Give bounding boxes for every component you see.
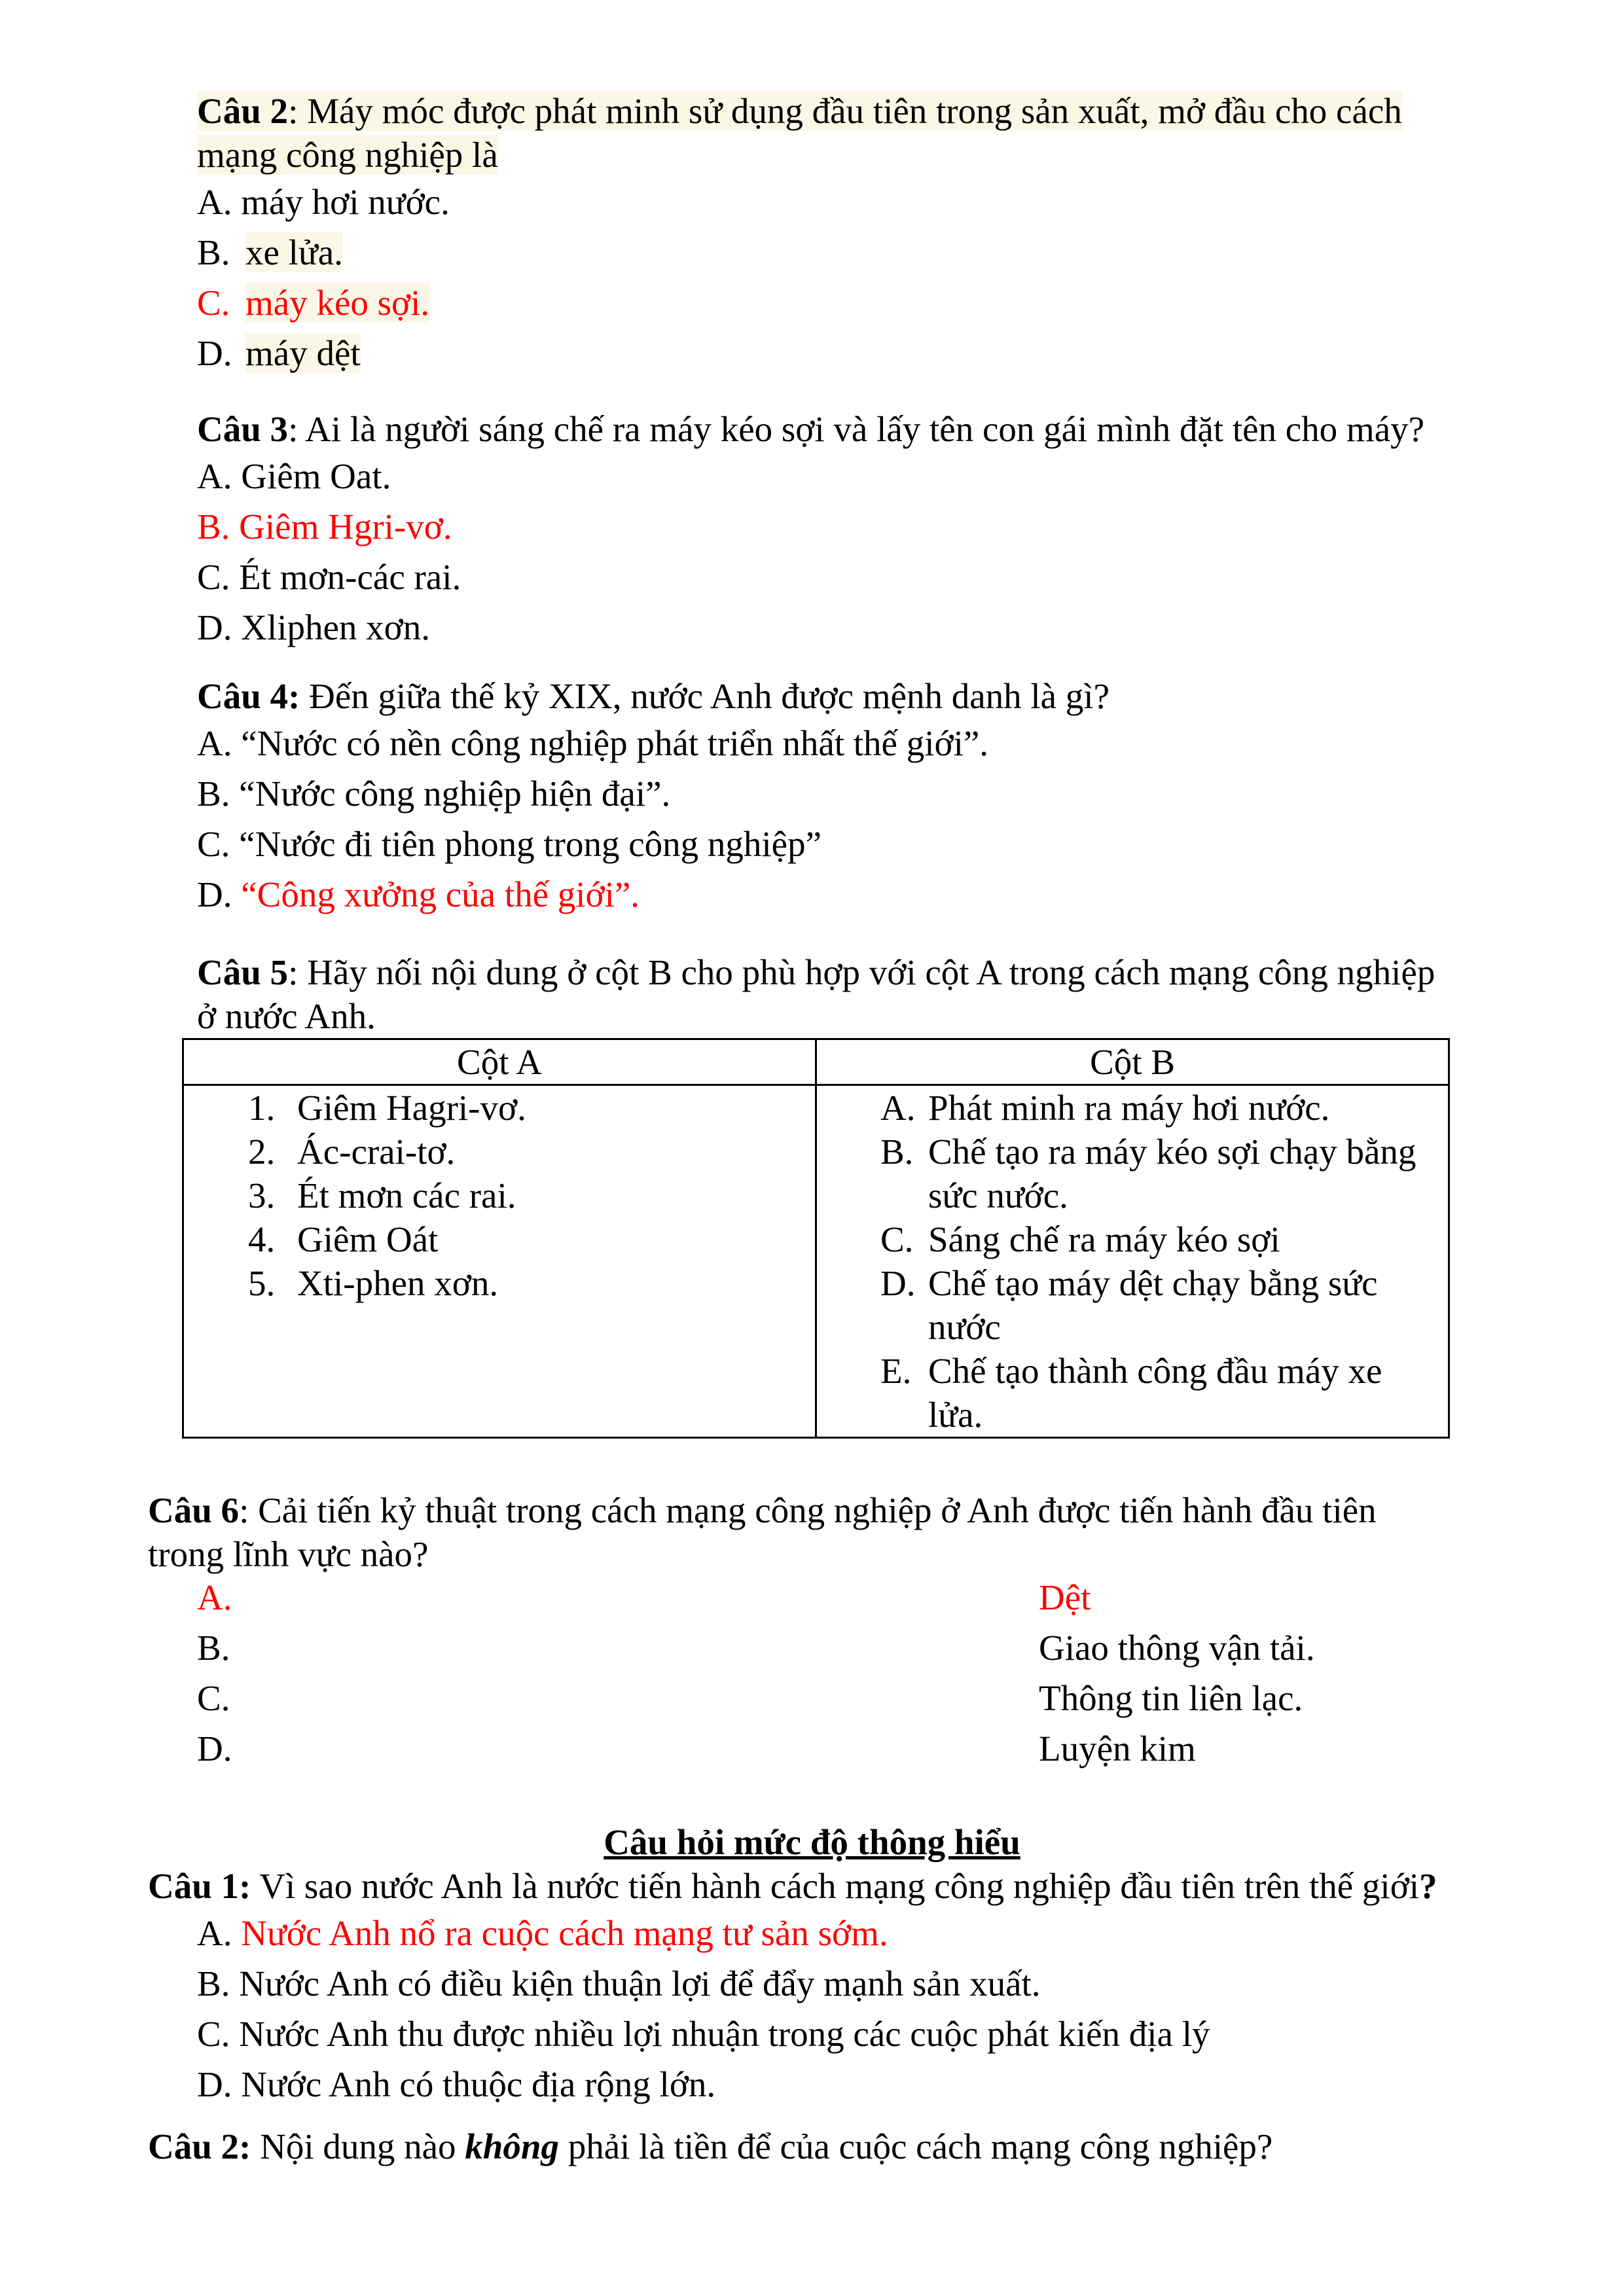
question-3: Câu 3: Ai là người sáng chế ra máy kéo sợi và lấy tên con gái mình đặt tên cho máy? A. Giêm Oat. B. Giêm Hgri-vơ. C. Ét mơn-các rai. D. Xliphen xơn. [197, 407, 1424, 653]
column-b-item: C. Sáng chế ra máy kéo sợi [880, 1219, 1280, 1259]
column-b-item: B. Chế tạo ra máy kéo sợi chạy bằng sức nước. [880, 1132, 1416, 1215]
section-heading: Câu hỏi mức độ thông hiểu [604, 1822, 1020, 1862]
column-b-header: Cột B [816, 1039, 1449, 1085]
question-3-option-b: B. Giêm Hgri-vơ. [197, 507, 452, 547]
question-6-label: Câu 6 [148, 1490, 240, 1530]
question-4-option-d: D. “Công xưởng của thế giới”. [197, 874, 640, 914]
question-6-option-a-text: Dệt [1039, 1577, 1091, 1617]
column-a-item: 2. Ác-crai-tơ. [248, 1132, 456, 1172]
question-4-option-b: B. “Nước công nghiệp hiện đại”. [197, 774, 671, 814]
question-6-option-c-key: C. [197, 1678, 230, 1718]
question-5-label: Câu 5 [197, 952, 289, 992]
question-6-line2: trong lĩnh vực nào? [148, 1534, 429, 1574]
column-a-item: 5. Xti-phen xơn. [248, 1263, 499, 1303]
column-b-list [817, 1086, 1448, 1437]
question-2-option-b: B. xe lửa. [197, 232, 343, 272]
question-6-option-d-key: D. [197, 1729, 232, 1768]
section-2-question-1-option-a: A. Nước Anh nổ ra cuộc cách mạng tư sản sớm. [197, 1913, 888, 1953]
section-2-question-2-label: Câu 2: [148, 2126, 251, 2166]
column-a-item: 1. Giêm Hagri-vơ. [248, 1088, 526, 1128]
emphasis-khong: không [465, 2126, 559, 2166]
matching-table [182, 1038, 1450, 1439]
question-2-line2: mạng công nghiệp là [197, 135, 498, 175]
column-a-item: 4. Giêm Oát [248, 1219, 439, 1259]
section-2-question-1: Câu 1: Vì sao nước Anh là nước tiến hành cách mạng công nghiệp đầu tiên trên thế giới? [148, 1866, 1437, 1906]
section-2-question-2: Câu 2: Nội dung nào không phải là tiền để của cuộc cách mạng công nghiệp? [148, 2126, 1273, 2166]
question-6-option-a-key: A. [197, 1577, 232, 1617]
question-2-label: Câu 2 [197, 91, 289, 131]
question-4: Câu 4: Đến giữa thế kỷ XIX, nước Anh được mệnh danh là gì? A. “Nước có nền công nghiệp phát triển nhất thế giới”. B. “Nước công nghiệp hiện đại”. C. “Nước đi tiên phong trong công nghiệp” D. “Công xưởng của thế giới”. [197, 674, 1110, 920]
section-2-question-1-option-b: B. Nước Anh có điều kiện thuận lợi để đẩy mạnh sản xuất. [197, 1964, 1041, 2003]
section-2-question-1-option-d: D. Nước Anh có thuộc địa rộng lớn. [197, 2064, 716, 2104]
column-b-cell [816, 1085, 1449, 1438]
section-2-question-1-option-c: C. Nước Anh thu được nhiều lợi nhuận trong các cuộc phát kiến địa lý [197, 2014, 1210, 2054]
column-a-item: 3. Ét mơn các rai. [248, 1175, 516, 1215]
question-2-option-c: C. máy kéo sợi. [197, 283, 430, 323]
question-2-option-d: D. máy dệt [197, 333, 361, 373]
column-b-item: A. Phát minh ra máy hơi nước. [880, 1088, 1330, 1128]
question-6-option-b-key: B. [197, 1628, 230, 1668]
column-a-header: Cột A [183, 1039, 816, 1085]
column-b-item: E. Chế tạo thành công đầu máy xe lửa. [880, 1351, 1382, 1435]
section-2-question-1-options [197, 1908, 1210, 2109]
question-6-option-d-text: Luyện kim [1039, 1729, 1196, 1768]
column-a-list [184, 1086, 815, 1305]
column-a-cell [183, 1085, 816, 1438]
question-2-option-a: A. máy hơi nước. [197, 182, 450, 222]
question-6-option-b-text: Giao thông vận tải. [1039, 1628, 1315, 1668]
question-6: Câu 6: Cải tiến kỷ thuật trong cách mạng công nghiệp ở Anh được tiến hành đầu tiên trong lĩnh vực nào? [148, 1488, 1377, 1576]
column-b-item: D. Chế tạo máy dệt chạy bằng sức nước [880, 1263, 1378, 1347]
question-2 [197, 89, 1402, 378]
question-5: Câu 5: Hãy nối nội dung ở cột B cho phù hợp với cột A trong cách mạng công nghiệp ở nước Anh. [197, 950, 1435, 1038]
question-3-label: Câu 3 [197, 409, 289, 449]
question-5-line2: ở nước Anh. [197, 996, 376, 1036]
question-4-option-c: C. “Nước đi tiên phong trong công nghiệp” [197, 824, 821, 864]
question-4-label: Câu 4: [197, 676, 300, 716]
question-3-option-c: C. Ét mơn-các rai. [197, 557, 461, 597]
question-3-option-a: A. Giêm Oat. [197, 456, 391, 496]
section-2-question-1-label: Câu 1: [148, 1866, 251, 1906]
question-6-option-c-text: Thông tin liên lạc. [1039, 1678, 1303, 1718]
question-3-option-d: D. Xliphen xơn. [197, 607, 430, 647]
question-2-line1: Câu 2: Máy móc được phát minh sử dụng đầu tiên trong sản xuất, mở đầu cho cách [197, 91, 1402, 131]
question-4-option-a: A. “Nước có nền công nghiệp phát triển nhất thế giới”. [197, 723, 989, 763]
